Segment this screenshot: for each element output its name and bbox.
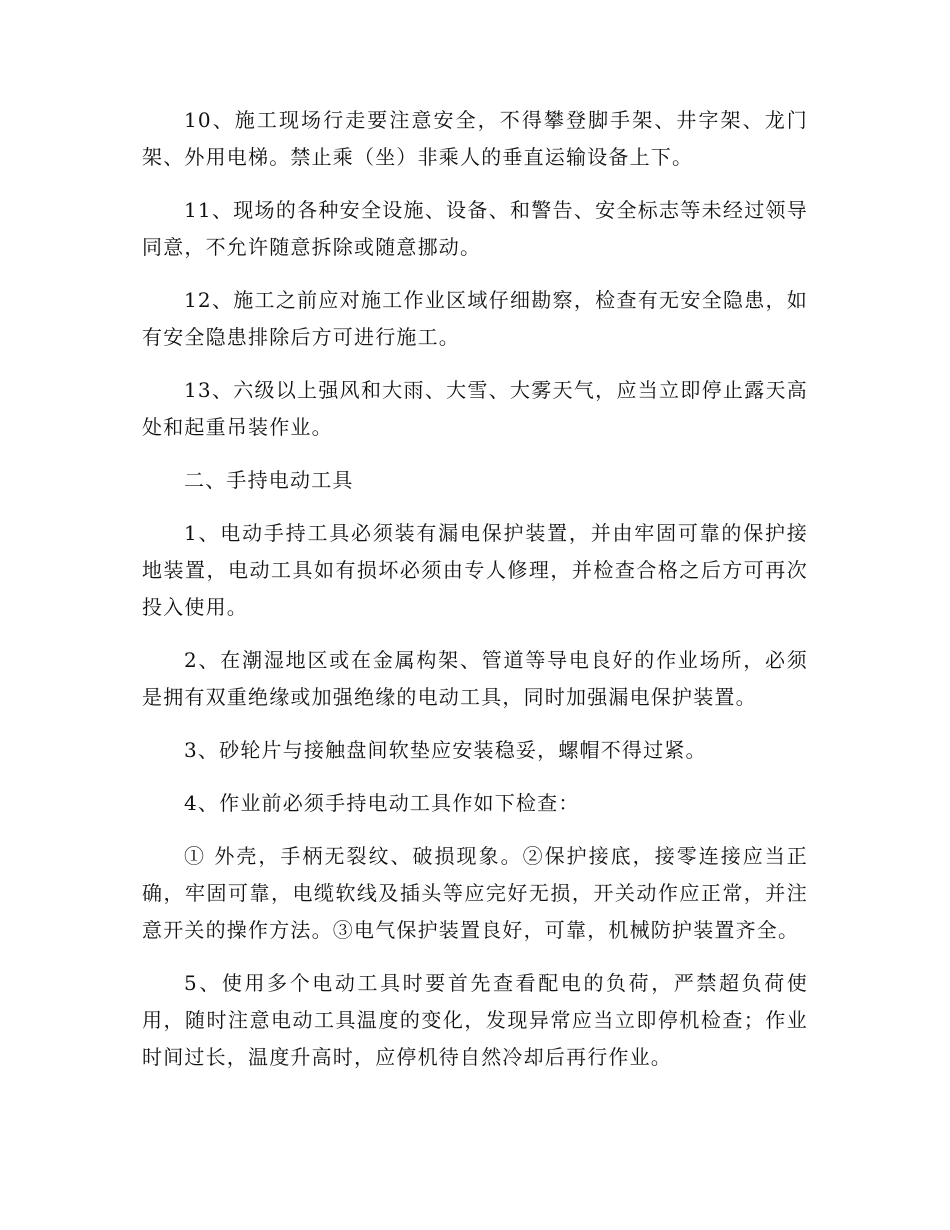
paragraph-12: 12、施工之前应对施工作业区域仔细勘察，检查有无安全隐患，如有安全隐患排除后方可进行施工。 xyxy=(142,288,808,349)
paragraph-tool-4: 4、作业前必须手持电动工具作如下检查： xyxy=(184,791,580,815)
paragraph-10: 10、施工现场行走要注意安全，不得攀登脚手架、井字架、龙门架、外用电梯。禁止乘（坐）非乘人的垂直运输设备上下。 xyxy=(142,108,808,169)
paragraph-tool-2: 2、在潮湿地区或在金属构架、管道等导电良好的作业场所，必须是拥有双重绝缘或加强绝缘的电动工具，同时加强漏电保护装置。 xyxy=(142,648,808,709)
paragraph-11: 11、现场的各种安全设施、设备、和警告、安全标志等未经过领导同意，不允许随意拆除或随意挪动。 xyxy=(142,198,808,259)
paragraph-tool-4-checklist: ① 外壳，手柄无裂纹、破损现象。②保护接底，接零连接应当正确，牢固可靠，电缆软线及插头等应完好无损，开关动作应正常，并注意开关的操作方法。③电气保护装置良好，可靠，机械防护装置齐全。 xyxy=(142,844,808,942)
paragraph-13: 13、六级以上强风和大雨、大雪、大雾天气，应当立即停止露天高处和起重吊装作业。 xyxy=(142,378,808,439)
paragraph-tool-1: 1、电动手持工具必须装有漏电保护装置，并由牢固可靠的保护接地装置，电动工具如有损坏必须由专人修理，并检查合格之后方可再次投入使用。 xyxy=(142,521,808,619)
paragraph-tool-3: 3、砂轮片与接触盘间软垫应安装稳妥，螺帽不得过紧。 xyxy=(184,738,707,762)
document-page xyxy=(142,102,808,1092)
section-heading-handheld-tools: 二、手持电动工具 xyxy=(184,468,354,492)
paragraph-tool-5: 5、使用多个电动工具时要首先查看配电的负荷，严禁超负荷使用，随时注意电动工具温度的变化，发现异常应当立即停机检查；作业时间过长，温度升高时，应停机待自然冷却后再行作业。 xyxy=(142,971,808,1069)
